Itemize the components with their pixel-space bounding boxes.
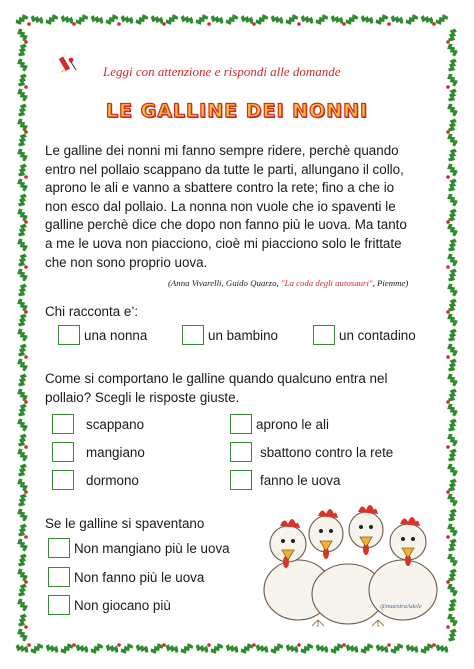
checkbox[interactable] [52, 470, 74, 490]
checkbox[interactable] [182, 325, 204, 345]
option-label: Non mangiano più le uova [74, 540, 230, 556]
option-label: fanno le uova [260, 472, 341, 488]
checkbox[interactable] [48, 595, 70, 615]
option-label: una nonna [84, 327, 148, 343]
checkbox[interactable] [230, 442, 252, 462]
citation [168, 278, 438, 288]
checkbox[interactable] [313, 325, 335, 345]
checkbox[interactable] [52, 442, 74, 462]
question-2 [45, 370, 387, 407]
q2-option-scappano [52, 414, 144, 434]
checkbox[interactable] [230, 470, 252, 490]
story-line: entro nel pollaio scappano da tutte le parti, allungano il collo, [45, 161, 404, 177]
option-label: Non giocano più [74, 597, 171, 613]
checkbox[interactable] [48, 538, 70, 558]
story-line: aprono le ali e vanno a sbattere contro la rete; fino a che io [45, 180, 395, 196]
checkbox[interactable] [230, 414, 252, 434]
q3-option-fanno [48, 567, 204, 587]
pencil-icon [58, 54, 80, 76]
checkbox[interactable] [48, 567, 70, 587]
q2-option-ali [230, 414, 329, 434]
story-text [45, 142, 435, 272]
checkbox[interactable] [52, 414, 74, 434]
story-line: Le galline dei nonni mi fanno sempre ridere, perchè quando [45, 143, 399, 158]
citation-authors: (Anna Vivarelli, Guido Quarzo, [168, 278, 281, 288]
q1-option-contadino [313, 325, 416, 345]
option-label: mangiano [86, 444, 145, 460]
q2-option-sbattono [230, 442, 393, 462]
question-2-line: pollaio? Scegli le risposte giuste. [45, 389, 240, 405]
citation-publisher: , Piemme) [372, 278, 409, 288]
instruction-text: Leggi con attenzione e rispondi alle domande [103, 64, 341, 79]
q1-option-nonna [58, 325, 147, 345]
question-1: Chi racconta e’: [45, 304, 139, 319]
story-line: non esco dal pollaio. La nonna non vuole che io spaventi le [45, 198, 396, 214]
option-label: dormono [86, 472, 139, 488]
checkbox[interactable] [58, 325, 80, 345]
story-line: galline perchè dice che dopo non fanno più le uova. Ma tanto [45, 217, 407, 233]
page-title: LE GALLINE DEI NONNI [105, 100, 369, 122]
q2-option-uova [230, 470, 340, 490]
question-2-line: Come si comportano le galline quando qualcuno entra nel [45, 371, 388, 386]
q1-option-bambino [182, 325, 278, 345]
option-label: aprono le ali [256, 416, 329, 432]
option-label: un bambino [208, 327, 278, 343]
option-label: un contadino [339, 327, 416, 343]
story-line: a me le uova non piacciono, cioè mi piacciono solo le frittate [45, 235, 402, 251]
citation-book: "La coda degli autosauri" [280, 278, 373, 288]
option-label: Non fanno più le uova [74, 569, 205, 585]
q3-option-giocano [48, 595, 171, 615]
option-label: scappano [86, 416, 145, 432]
question-3: Se le galline si spaventano [45, 516, 205, 531]
option-label: sbattono contro la rete [260, 444, 394, 460]
q2-option-dormono [52, 470, 139, 490]
story-line: che non sono proprio uova. [45, 254, 208, 270]
q2-option-mangiano [52, 442, 145, 462]
credit-handle: @maestraAdele [380, 603, 422, 610]
q3-option-mangiano [48, 538, 230, 558]
